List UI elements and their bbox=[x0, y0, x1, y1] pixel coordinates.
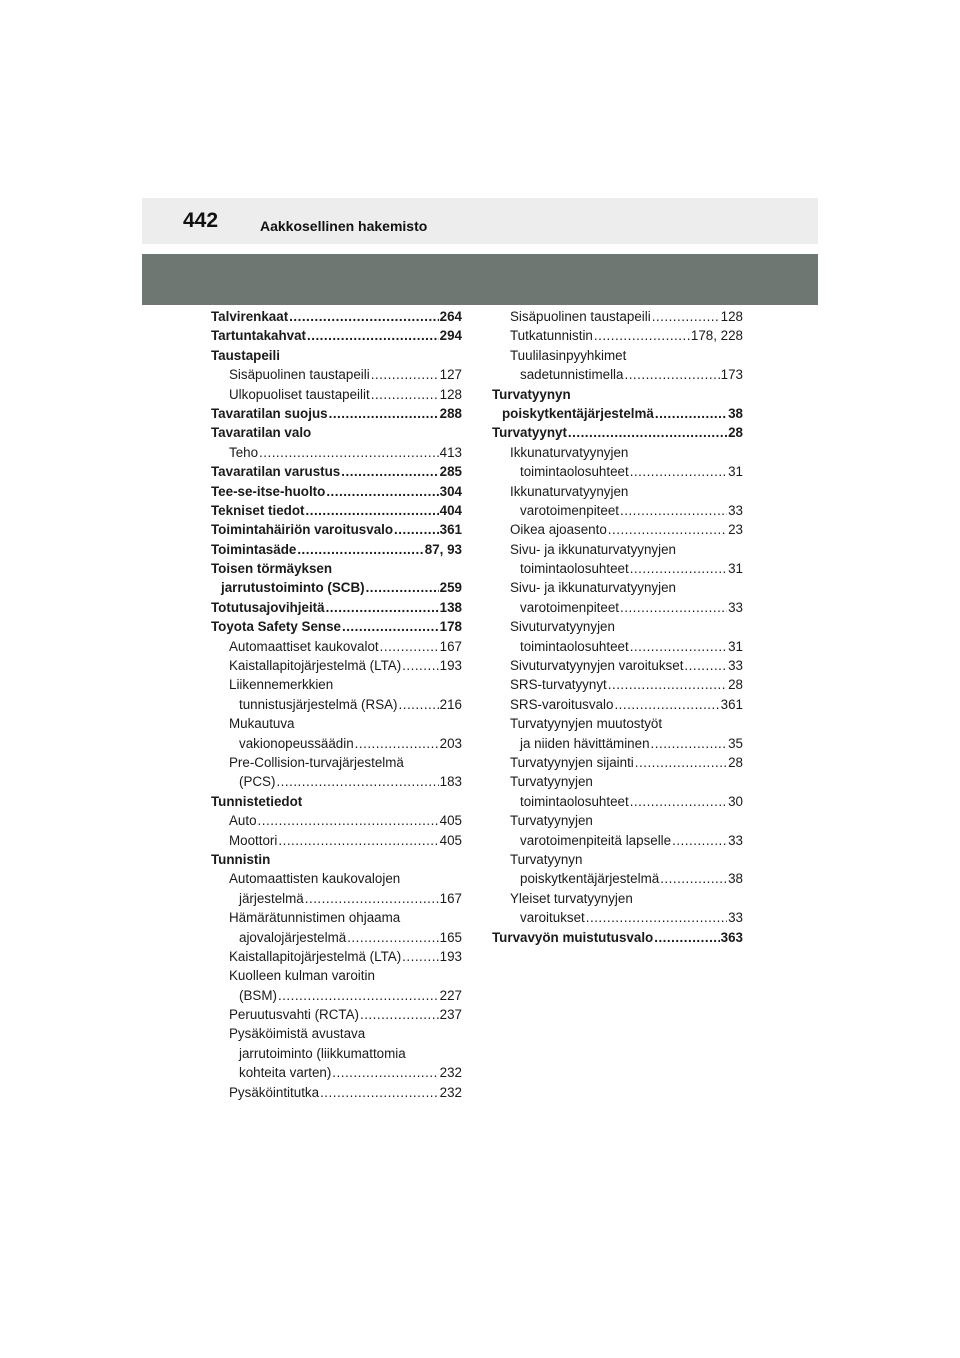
index-entry bbox=[492, 753, 743, 772]
dot-leader bbox=[684, 656, 727, 675]
index-column-left bbox=[211, 307, 462, 1102]
index-entry bbox=[492, 365, 743, 384]
index-entry bbox=[492, 869, 743, 888]
index-entry bbox=[211, 908, 462, 927]
page-reference: 294 bbox=[439, 328, 462, 344]
index-entry bbox=[211, 559, 462, 578]
index-entry bbox=[492, 908, 743, 927]
dot-leader bbox=[651, 734, 728, 753]
dot-leader bbox=[307, 326, 439, 345]
index-entry bbox=[211, 772, 462, 791]
dot-leader bbox=[630, 637, 727, 656]
index-entry bbox=[492, 831, 743, 850]
dot-leader bbox=[342, 617, 439, 636]
index-entry bbox=[211, 753, 462, 772]
index-term: ja niiden hävittäminen bbox=[520, 735, 650, 751]
index-term: Kuolleen kulman varoitin bbox=[229, 968, 375, 984]
dot-leader bbox=[568, 423, 727, 442]
index-entry bbox=[492, 598, 743, 617]
page-reference: 203 bbox=[439, 735, 462, 751]
index-term: Ikkunaturvatyynyjen bbox=[510, 444, 629, 460]
page-reference: 405 bbox=[439, 813, 462, 829]
page-reference: 173 bbox=[720, 367, 743, 383]
index-term: Turvatyynyt bbox=[492, 425, 567, 441]
page-reference: 31 bbox=[728, 464, 743, 480]
index-entry bbox=[492, 656, 743, 675]
index-term: Tavaratilan varustus bbox=[211, 464, 341, 480]
page-reference: 232 bbox=[439, 1065, 462, 1081]
page-reference: 193 bbox=[439, 658, 462, 674]
page-number: 442 bbox=[183, 209, 219, 232]
page-reference: 405 bbox=[439, 832, 462, 848]
index-entry bbox=[211, 326, 462, 345]
index-term: Turvatyynyjen bbox=[510, 813, 593, 829]
index-term: Hämärätunnistimen ohjaama bbox=[229, 910, 401, 926]
page-reference: 165 bbox=[439, 929, 462, 945]
dot-leader bbox=[630, 792, 727, 811]
index-term: Tavaratilan suojus bbox=[211, 405, 328, 421]
page-reference: 361 bbox=[439, 522, 462, 538]
page-reference: 216 bbox=[439, 696, 462, 712]
index-term: toimintaolosuhteet bbox=[520, 464, 629, 480]
dot-leader bbox=[329, 404, 439, 423]
index-term: Turvatyynyjen bbox=[510, 774, 593, 790]
page-reference: 361 bbox=[720, 696, 743, 712]
index-term: Auto bbox=[229, 813, 257, 829]
index-entry bbox=[211, 1044, 462, 1063]
index-entry bbox=[211, 365, 462, 384]
index-entry bbox=[492, 559, 743, 578]
index-term: Sivuturvatyynyjen bbox=[510, 619, 615, 635]
page-reference: 38 bbox=[728, 405, 743, 421]
index-term: SRS-varoitusvalo bbox=[510, 696, 614, 712]
index-term: Tavaratilan valo bbox=[211, 425, 312, 441]
dot-leader bbox=[614, 695, 719, 714]
index-entry bbox=[211, 520, 462, 539]
index-entry bbox=[492, 404, 743, 423]
page-reference: 259 bbox=[439, 580, 462, 596]
index-term: Automaattisten kaukovalojen bbox=[229, 871, 401, 887]
index-entry bbox=[211, 501, 462, 520]
index-term: Sisäpuolinen taustapeili bbox=[510, 309, 651, 324]
index-term: toimintaolosuhteet bbox=[520, 638, 629, 654]
dot-leader bbox=[366, 578, 439, 597]
index-term: Toyota Safety Sense bbox=[211, 619, 341, 635]
index-entry bbox=[492, 772, 743, 791]
dot-leader bbox=[624, 365, 719, 384]
page-reference: 33 bbox=[728, 599, 743, 615]
index-term: Tekniset tiedot bbox=[211, 502, 305, 518]
index-term: Tunnistin bbox=[211, 851, 271, 867]
page-reference: 128 bbox=[439, 386, 462, 402]
dot-leader bbox=[326, 598, 439, 617]
index-term: poiskytkentäjärjestelmä bbox=[520, 871, 660, 887]
index-entry bbox=[211, 811, 462, 830]
index-term: ajovalojärjestelmä bbox=[239, 929, 347, 945]
dot-leader bbox=[306, 501, 439, 520]
page-reference: 178 bbox=[439, 619, 462, 635]
index-term: Tunnistetiedot bbox=[211, 793, 303, 809]
dot-leader bbox=[620, 598, 727, 617]
index-term: Pre-Collision-turvajärjestelmä bbox=[229, 754, 404, 770]
index-term: Kaistallapitojärjestelmä (LTA) bbox=[229, 658, 402, 674]
index-entry bbox=[211, 656, 462, 675]
index-term: Mukautuva bbox=[229, 716, 295, 732]
page-reference: 127 bbox=[439, 367, 462, 383]
index-term: Toisen törmäyksen bbox=[211, 561, 333, 577]
index-term: Pysäköintitutka bbox=[229, 1084, 320, 1100]
index-term: Sivu- ja ikkunaturvatyynyjen bbox=[510, 541, 676, 557]
index-term: Toimintasäde bbox=[211, 541, 297, 557]
page-reference: 28 bbox=[728, 425, 743, 441]
page-reference: 363 bbox=[720, 929, 743, 945]
index-term: Peruutusvahti (RCTA) bbox=[229, 1007, 359, 1023]
page-reference: 304 bbox=[439, 483, 462, 499]
page-reference: 30 bbox=[728, 793, 743, 809]
index-entry bbox=[211, 307, 462, 326]
dot-leader bbox=[380, 637, 439, 656]
index-entry bbox=[211, 1024, 462, 1043]
dot-leader bbox=[635, 753, 727, 772]
index-entry bbox=[492, 734, 743, 753]
page-reference: 183 bbox=[439, 774, 462, 790]
dot-leader bbox=[276, 772, 438, 791]
index-entry bbox=[211, 443, 462, 462]
index-entry bbox=[492, 889, 743, 908]
index-entry bbox=[211, 1063, 462, 1082]
page-reference: 33 bbox=[728, 658, 743, 674]
index-entry bbox=[211, 404, 462, 423]
page-reference: 232 bbox=[439, 1084, 462, 1100]
page-reference: 285 bbox=[439, 464, 462, 480]
index-term: Moottori bbox=[229, 832, 278, 848]
index-entry bbox=[211, 385, 462, 404]
index-entry bbox=[492, 307, 743, 326]
dot-leader bbox=[305, 889, 439, 908]
index-term: varotoimenpiteitä lapselle bbox=[520, 832, 672, 848]
index-entry bbox=[211, 928, 462, 947]
dot-leader bbox=[320, 1083, 439, 1102]
page-reference: 237 bbox=[439, 1007, 462, 1023]
index-term: Turvavyön muistutusvalo bbox=[492, 929, 654, 945]
index-entry bbox=[211, 675, 462, 694]
dot-leader bbox=[586, 908, 727, 927]
dot-leader bbox=[402, 656, 439, 675]
page-reference: 128 bbox=[720, 309, 743, 324]
page-reference: 404 bbox=[439, 502, 462, 518]
page-reference: 33 bbox=[728, 832, 743, 848]
index-entry bbox=[211, 346, 462, 365]
index-term: poiskytkentäjärjestelmä bbox=[502, 405, 654, 421]
header-band bbox=[142, 198, 818, 244]
page-reference: 35 bbox=[728, 735, 743, 751]
index-entry bbox=[211, 831, 462, 850]
page-reference: 33 bbox=[728, 502, 743, 518]
page-reference: 167 bbox=[439, 890, 462, 906]
index-entry bbox=[211, 850, 462, 869]
index-term: Kaistallapitojärjestelmä (LTA) bbox=[229, 948, 402, 964]
index-term: järjestelmä bbox=[239, 890, 304, 906]
dot-leader bbox=[608, 675, 727, 694]
index-term: Pysäköimistä avustava bbox=[229, 1026, 366, 1042]
dot-leader bbox=[652, 307, 720, 326]
index-term: Tutkatunnistin bbox=[510, 328, 593, 344]
dot-leader bbox=[360, 1005, 439, 1024]
dot-leader bbox=[672, 831, 727, 850]
dot-leader bbox=[655, 404, 727, 423]
index-entry bbox=[211, 462, 462, 481]
dot-leader bbox=[394, 520, 439, 539]
index-term: Toimintahäiriön varoitusvalo bbox=[211, 522, 394, 538]
page-reference: 28 bbox=[728, 754, 743, 770]
page-reference: 31 bbox=[728, 561, 743, 577]
index-term: (PCS) bbox=[239, 774, 276, 790]
index-entry bbox=[492, 443, 743, 462]
index-term: Oikea ajoasento bbox=[510, 522, 607, 538]
page-reference: 167 bbox=[439, 638, 462, 654]
page-reference: 413 bbox=[439, 444, 462, 460]
index-term: Yleiset turvatyynyjen bbox=[510, 890, 633, 906]
index-entry bbox=[211, 947, 462, 966]
dot-leader bbox=[630, 462, 727, 481]
dot-leader bbox=[608, 520, 727, 539]
page-reference: 288 bbox=[439, 405, 462, 421]
index-entry bbox=[492, 462, 743, 481]
dot-leader bbox=[620, 501, 727, 520]
index-term: Turvatyynyjen sijainti bbox=[510, 754, 634, 770]
dot-leader bbox=[258, 811, 439, 830]
index-entry bbox=[492, 695, 743, 714]
index-entry bbox=[211, 869, 462, 888]
index-entry bbox=[492, 714, 743, 733]
index-entry bbox=[492, 385, 743, 404]
dot-leader bbox=[326, 482, 438, 501]
index-entry bbox=[492, 850, 743, 869]
dot-leader bbox=[371, 385, 439, 404]
index-entry bbox=[492, 792, 743, 811]
index-entry bbox=[492, 811, 743, 830]
page-reference: 264 bbox=[439, 309, 462, 324]
index-column-right bbox=[492, 307, 743, 947]
dot-leader bbox=[399, 695, 439, 714]
dot-leader bbox=[341, 462, 438, 481]
index-term: tunnistusjärjestelmä (RSA) bbox=[239, 696, 398, 712]
index-term: Tuulilasinpyyhkimet bbox=[510, 347, 627, 363]
index-entry bbox=[211, 617, 462, 636]
dot-leader bbox=[660, 869, 727, 888]
index-entry bbox=[211, 714, 462, 733]
index-entry bbox=[492, 617, 743, 636]
index-entry bbox=[492, 578, 743, 597]
index-term: (BSM) bbox=[239, 987, 277, 1003]
dot-leader bbox=[654, 928, 719, 947]
page-reference: 28 bbox=[728, 677, 743, 693]
index-entry bbox=[211, 482, 462, 501]
dot-leader bbox=[297, 540, 423, 559]
dot-leader bbox=[371, 365, 439, 384]
index-entry bbox=[492, 520, 743, 539]
index-entry bbox=[492, 637, 743, 656]
index-term: toimintaolosuhteet bbox=[520, 793, 629, 809]
page-reference: 227 bbox=[439, 987, 462, 1003]
section-band bbox=[142, 254, 818, 305]
index-entry bbox=[492, 540, 743, 559]
page-reference: 33 bbox=[728, 910, 743, 926]
index-entry bbox=[211, 695, 462, 714]
index-entry bbox=[211, 966, 462, 985]
index-term: toimintaolosuhteet bbox=[520, 561, 629, 577]
section-title: Aakkosellinen hakemisto bbox=[260, 218, 428, 234]
index-term: Talvirenkaat bbox=[211, 309, 289, 324]
index-term: kohteita varten) bbox=[239, 1065, 332, 1081]
index-entry bbox=[211, 598, 462, 617]
dot-leader bbox=[259, 443, 439, 462]
index-entry bbox=[211, 734, 462, 753]
dot-leader bbox=[355, 734, 439, 753]
dot-leader bbox=[630, 559, 727, 578]
index-entry bbox=[492, 675, 743, 694]
index-entry bbox=[211, 578, 462, 597]
page-reference: 23 bbox=[728, 522, 743, 538]
index-entry bbox=[211, 1083, 462, 1102]
index-entry bbox=[492, 501, 743, 520]
index-term: Turvatyynyjen muutostyöt bbox=[510, 716, 663, 732]
index-entry bbox=[492, 423, 743, 442]
index-term: varotoimenpiteet bbox=[520, 502, 619, 518]
index-term: Turvatyynyn bbox=[510, 851, 583, 867]
index-term: Ikkunaturvatyynyjen bbox=[510, 483, 629, 499]
index-term: Ulkopuoliset taustapeilit bbox=[229, 386, 370, 402]
index-term: vakionopeussäädin bbox=[239, 735, 354, 751]
index-entry bbox=[211, 637, 462, 656]
page-reference: 87, 93 bbox=[424, 541, 462, 557]
index-term: varotoimenpiteet bbox=[520, 599, 619, 615]
index-entry bbox=[211, 1005, 462, 1024]
dot-leader bbox=[402, 947, 439, 966]
dot-leader bbox=[289, 307, 438, 326]
page-reference: 138 bbox=[439, 599, 462, 615]
index-entry bbox=[492, 482, 743, 501]
index-entry bbox=[211, 792, 462, 811]
page-reference: 178, 228 bbox=[690, 328, 743, 344]
index-entry bbox=[492, 346, 743, 365]
index-term: Sivu- ja ikkunaturvatyynyjen bbox=[510, 580, 676, 596]
index-entry bbox=[211, 986, 462, 1005]
index-term: Teho bbox=[229, 444, 259, 460]
dot-leader bbox=[594, 326, 690, 345]
index-term: Sivuturvatyynyjen varoitukset bbox=[510, 658, 684, 674]
index-term: sadetunnistimella bbox=[520, 367, 624, 383]
index-term: Sisäpuolinen taustapeili bbox=[229, 367, 370, 383]
index-term: Totutusajovihjeitä bbox=[211, 599, 325, 615]
dot-leader bbox=[278, 831, 438, 850]
index-entry bbox=[211, 540, 462, 559]
dot-leader bbox=[332, 1063, 438, 1082]
index-term: SRS-turvatyynyt bbox=[510, 677, 607, 693]
index-term: Tartuntakahvat bbox=[211, 328, 306, 344]
index-term: Tee-se-itse-huolto bbox=[211, 483, 326, 499]
index-entry bbox=[492, 928, 743, 947]
index-term: varoitukset bbox=[520, 910, 585, 926]
page-reference: 193 bbox=[439, 948, 462, 964]
index-term: jarrutoiminto (liikkumattomia bbox=[239, 1045, 406, 1061]
index-entry bbox=[492, 326, 743, 345]
index-entry bbox=[211, 423, 462, 442]
dot-leader bbox=[278, 986, 439, 1005]
page-reference: 31 bbox=[728, 638, 743, 654]
index-entry bbox=[211, 889, 462, 908]
index-term: Turvatyynyn bbox=[492, 386, 571, 402]
index-term: Automaattiset kaukovalot bbox=[229, 638, 379, 654]
index-term: jarrutustoiminto (SCB) bbox=[221, 580, 365, 596]
index-term: Taustapeili bbox=[211, 347, 280, 363]
index-term: Liikennemerkkien bbox=[229, 677, 334, 693]
dot-leader bbox=[347, 928, 438, 947]
page-reference: 38 bbox=[728, 871, 743, 887]
